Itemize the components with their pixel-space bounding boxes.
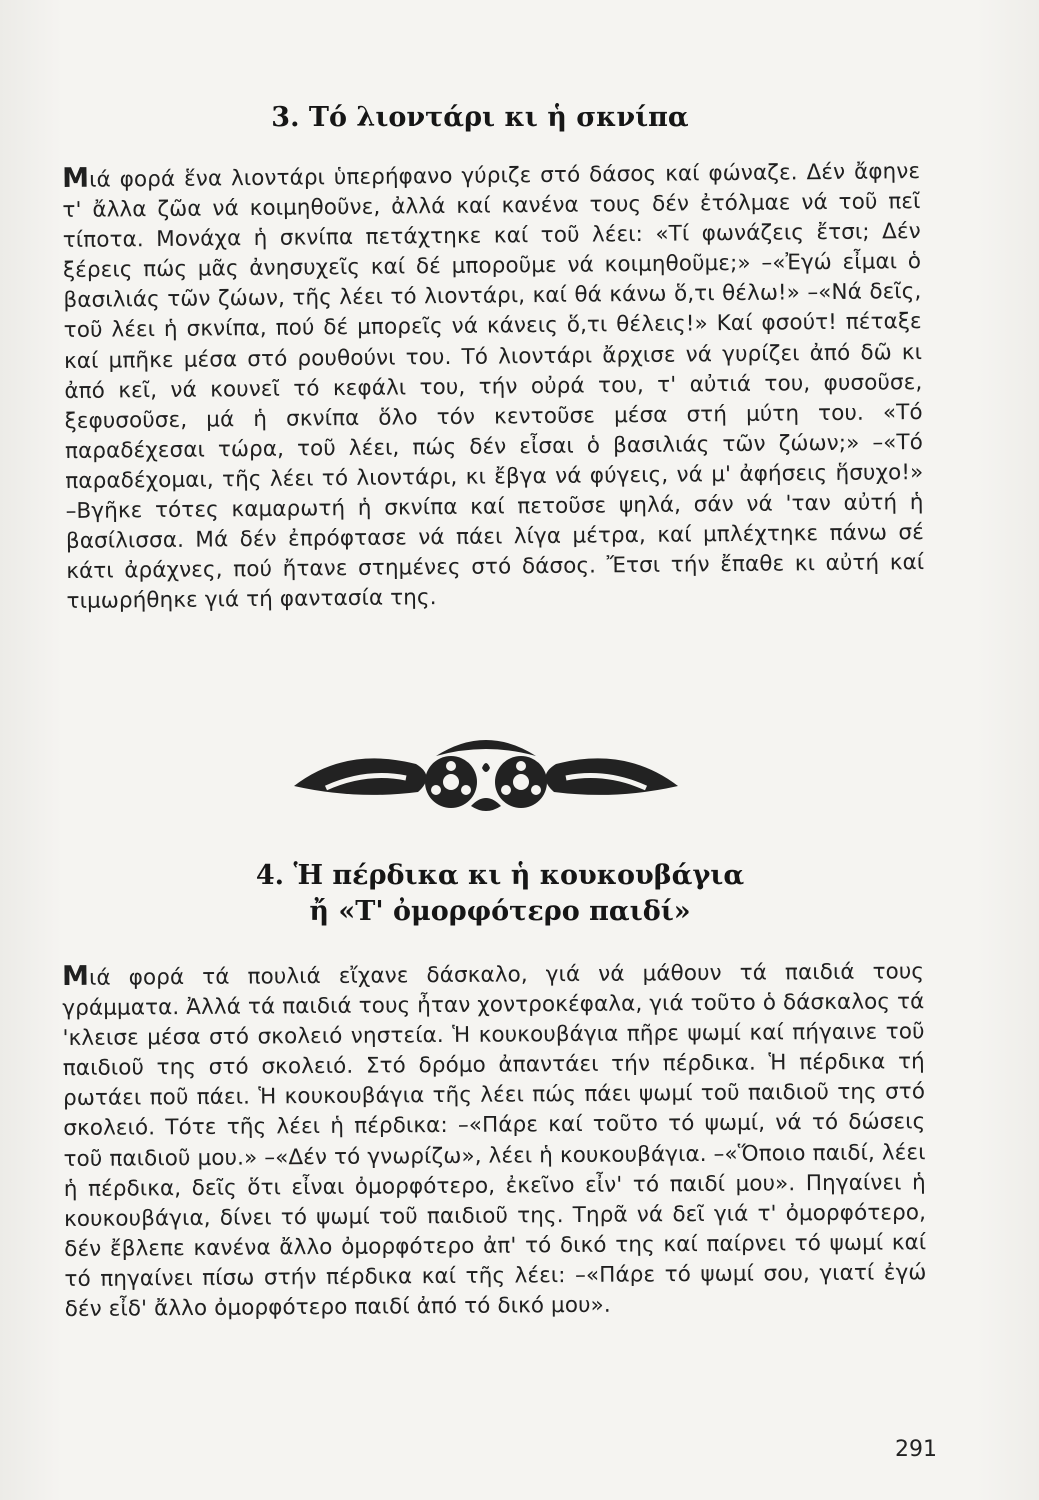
story-3-text bbox=[62, 155, 925, 617]
story-4-text bbox=[62, 955, 927, 1325]
floral-ornament-icon bbox=[286, 728, 686, 818]
story-4-title-line2: ἤ «Τ' ὀμορφότερο παιδί» bbox=[309, 896, 691, 927]
story-3-body: ιά φορά ἕνα λιοντάρι ὑπερήφανο γύριζε στό δάσος καί φώναζε. Δέν ἄφηνε τ' ἄλλα ζῶα νά κοιμηθοῦνε, ἀλλά καί κανένα τους δέν ἐτόλμαε νά τοῦ πεῖ τίποτα. Μονάχα ἡ σκνίπα πετάχτηκε καί τοῦ λέει: «Τί φωνάζεις ἔτσι; Δέν ξέρεις πώς μᾶς ἀνησυχεῖς καί δέ μποροῦμε νά κοιμηθοῦμε;» –«Ἐγώ εἶμαι ὁ βασιλιάς τῶν ζώων, τῆς λέει τό λιοντάρι, καί θά κάνω ὅ,τι θέλω!» –«Νά δεῖς, τοῦ λέει ἡ σκνίπα, πού δέ μπορεῖς νά κάνεις ὅ,τι θέλεις!» Καί φσούτ! πέταξε καί μπῆκε μέσα στό ρουθούνι του. Τό λιοντάρι ἄρχισε νά γυρίζει ἀπό δῶ κι ἀπό κεῖ, νά κουνεῖ τό κεφάλι του, τήν οὐρά του, τ' αὐτιά του, φυσοῦσε, ξεφυσοῦσε, μά ἡ σκνίπα ὅλο τόν κεντοῦσε μέσα στή μύτη του. «Τό παραδέχεσαι τώρα, τοῦ λέει, πώς δέν εἶσαι ὁ βασιλιάς τῶν ζώων;» –«Τό παραδέχομαι, τῆς λέει τό λιοντάρι, κι ἔβγα νά φύγεις, νά μ' ἀφήσεις ἥσυχο!» –Βγῆκε τότες καμαρωτή ἡ σκνίπα καί πετοῦσε ψηλά, σάν νά 'ταν αὐτή ἡ βασίλισσα. Μά δέν ἐπρόφτασε νά πάει λίγα μέτρα, καί μπλέχτηκε πάνω σέ κάτι ἀράχνες, πού ἤτανε στημένες στό δάσος. Ἔτσι τήν ἔπαθε κι αὐτή καί τιμωρήθηκε γιά τή φαντασία της. bbox=[62, 159, 925, 615]
story-4-title bbox=[180, 858, 820, 930]
story-3-dropcap: Μ bbox=[61, 162, 90, 194]
page-number: 291 bbox=[895, 1437, 937, 1462]
story-4-dropcap: Μ bbox=[61, 960, 90, 992]
story-4-title-line1: 4. Ἡ πέρδικα κι ἡ κουκουβάγια bbox=[255, 860, 745, 891]
story-3-title: 3. Τό λιοντάρι κι ἡ σκνίπα bbox=[271, 102, 689, 133]
story-4-body: ιά φορά τά πουλιά εἴχανε δάσκαλο, γιά νά μάθουν τά παιδιά τους γράμματα. Ἀλλά τά παιδιά τους ἦταν χοντροκέφαλα, γιά τοῦτο ὁ δάσκαλος τά 'κλεισε μέσα στό σκολειό νηστεία. Ἡ κουκουβάγια πῆρε ψωμί καί πήγαινε τοῦ παιδιοῦ της στό σκολειό. Στό δρόμο ἀπαντάει τήν πέρδικα. Ἡ πέρδικα τή ρωτάει ποῦ πάει. Ἡ κουκουβάγια τῆς λέει πώς πάει ψωμί τοῦ παιδιοῦ της στό σκολειό. Τότε τῆς λέει ἡ πέρδικα: –«Πάρε καί τοῦτο τό ψωμί, νά τό δώσεις τοῦ παιδιοῦ μου.» –«Δέν τό γνωρίζω», λέει ἡ κουκουβάγια. –«Ὅποιο παιδί, λέει ἡ πέρδικα, δεῖς ὅτι εἶναι ὀμορφότερο, ἐκεῖνο εἶν' τό παιδί μου». Πηγαίνει ἡ κουκουβάγια, δίνει τό ψωμί τοῦ παιδιοῦ της. Τηρᾶ νά δεῖ γιά τ' ὀμορφότερο, δέν ἔβλεπε κανένα ἄλλο ὀμορφότερο ἀπ' τό δικό της καί παίρνει τό ψωμί καί τό πηγαίνει πίσω στήν πέρδικα καί τῆς λέει: –«Πάρε τό ψωμί σου, γιατί ἐγώ δέν εἶδ' ἄλλο ὀμορφότερο παιδί ἀπό τό δικό μου». bbox=[62, 959, 927, 1323]
